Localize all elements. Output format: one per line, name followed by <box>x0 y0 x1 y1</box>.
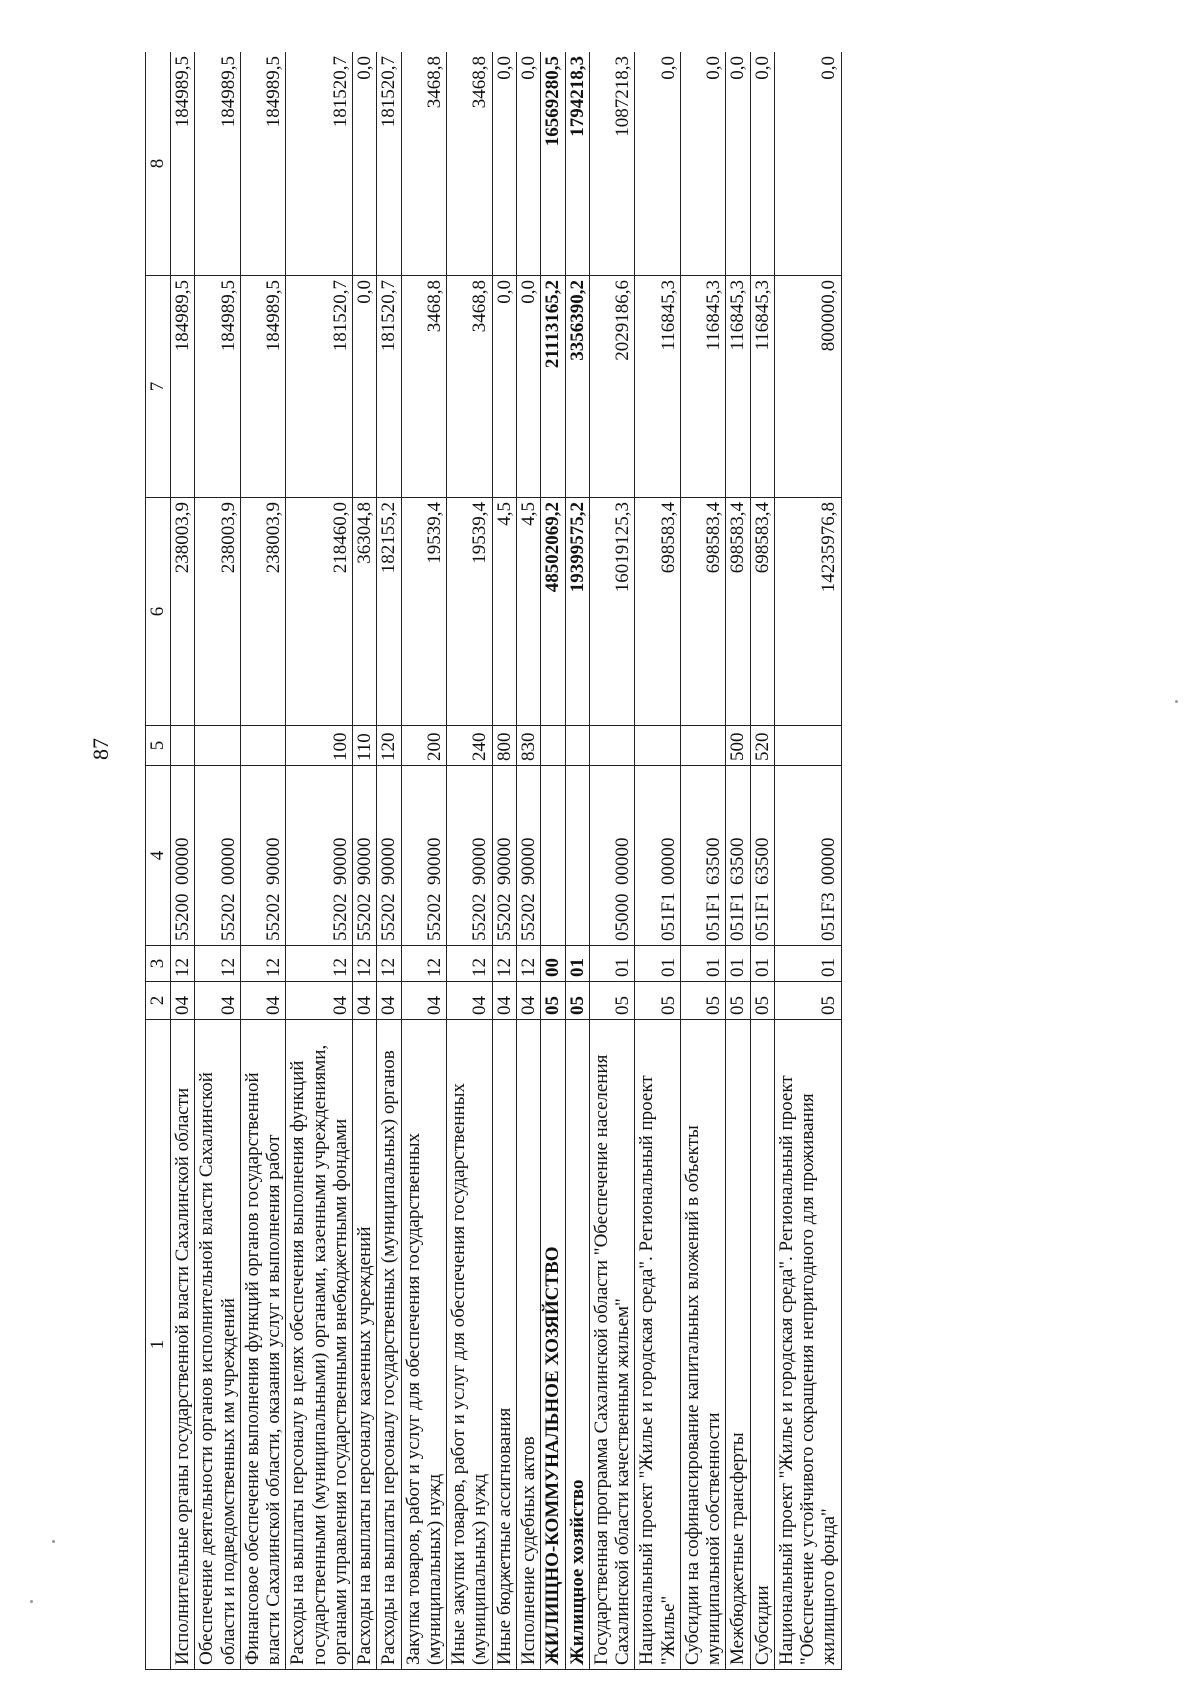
subsection-code-cell: 12 <box>195 946 241 982</box>
expense-type-cell <box>541 726 565 766</box>
section-code-cell: 05 <box>774 982 841 1020</box>
amount-col8-cell: 184989,5 <box>240 52 286 276</box>
subsection-code-cell: 01 <box>680 946 726 982</box>
amount-col7-cell: 21113165,2 <box>541 276 565 498</box>
table-row <box>401 52 447 1670</box>
target-code-cell <box>541 766 565 946</box>
rotated-table-container <box>145 52 1153 1670</box>
row-name-cell: Расходы на выплаты персоналу в целях обеспечения выполнения функций государственными (муниципальными) органами, казенными учреждениями, органами управления государственными внебюджетными фондами <box>286 1020 353 1670</box>
direction-code: 00000 <box>818 837 840 885</box>
table-row <box>447 52 493 1670</box>
amount-col7-cell: 116845,3 <box>680 276 726 498</box>
amount-col7-cell: 3468,8 <box>401 276 447 498</box>
subsection-code-cell: 12 <box>492 946 516 982</box>
amount-col7-cell: 116845,3 <box>726 276 750 498</box>
amount-col8-cell: 0,0 <box>353 52 377 276</box>
section-code-cell: 04 <box>492 982 516 1020</box>
amount-col8-cell: 0,0 <box>750 52 774 276</box>
table-row <box>541 52 565 1670</box>
row-name-cell: Субсидии <box>750 1020 774 1670</box>
target-code-cell <box>447 766 493 946</box>
subsection-code-cell: 01 <box>774 946 841 982</box>
subsection-code-cell: 01 <box>635 946 681 982</box>
amount-col6-cell: 218460,0 <box>286 498 353 726</box>
amount-col8-cell: 3468,8 <box>447 52 493 276</box>
direction-code: 90000 <box>354 837 376 885</box>
program-code: 55202 <box>263 893 285 941</box>
amount-col7-cell: 181520,7 <box>286 276 353 498</box>
table-row <box>240 52 286 1670</box>
expense-type-cell: 110 <box>353 726 377 766</box>
section-code-cell: 04 <box>447 982 493 1020</box>
amount-col7-cell: 800000,0 <box>774 276 841 498</box>
amount-col7-cell: 0,0 <box>353 276 377 498</box>
target-code-cell <box>195 766 241 946</box>
program-code: 051F1 <box>657 892 679 941</box>
table-row <box>492 52 516 1670</box>
program-code: 051F1 <box>751 892 773 941</box>
expense-type-cell: 830 <box>516 726 540 766</box>
subsection-code-cell: 12 <box>516 946 540 982</box>
row-name-cell: Финансовое обеспечение выполнения функций органов государственной власти Сахалинской области, оказания услуг и выполнения работ <box>240 1020 286 1670</box>
amount-col7-cell: 2029186,6 <box>589 276 635 498</box>
target-code-cell <box>286 766 353 946</box>
amount-col6-cell: 19399575,2 <box>565 498 589 726</box>
expense-type-cell <box>565 726 589 766</box>
target-code-cell <box>353 766 377 946</box>
amount-col7-cell: 184989,5 <box>171 276 195 498</box>
amount-col7-cell: 184989,5 <box>240 276 286 498</box>
row-name-cell: Национальный проект "Жилье и городская среда". Региональный проект "Жилье" <box>635 1020 681 1670</box>
direction-code: 63500 <box>751 837 773 885</box>
target-code-cell <box>774 766 841 946</box>
scan-speck <box>52 1540 55 1543</box>
budget-table <box>145 52 842 1670</box>
expense-type-cell: 100 <box>286 726 353 766</box>
target-code-cell <box>377 766 401 946</box>
program-code: 55202 <box>354 893 376 941</box>
section-code-cell: 05 <box>680 982 726 1020</box>
table-row <box>353 52 377 1670</box>
expense-type-cell: 120 <box>377 726 401 766</box>
target-code-cell <box>565 766 589 946</box>
amount-col6-cell: 238003,9 <box>240 498 286 726</box>
section-code-cell: 05 <box>541 982 565 1020</box>
col-header-3: 3 <box>146 946 171 982</box>
table-row <box>726 52 750 1670</box>
expense-type-cell <box>240 726 286 766</box>
table-row <box>286 52 353 1670</box>
amount-col8-cell: 181520,7 <box>377 52 401 276</box>
row-name-cell: Расходы на выплаты персоналу казенных учреждений <box>353 1020 377 1670</box>
expense-type-cell <box>774 726 841 766</box>
amount-col7-cell: 181520,7 <box>377 276 401 498</box>
table-row <box>377 52 401 1670</box>
expense-type-cell: 520 <box>750 726 774 766</box>
target-code-cell <box>171 766 195 946</box>
col-header-8: 8 <box>146 52 171 276</box>
target-code-cell <box>680 766 726 946</box>
direction-code: 00000 <box>217 837 239 885</box>
row-name-cell: Обеспечение деятельности органов исполнительной власти Сахалинской области и подведомственных им учреждений <box>195 1020 241 1670</box>
expense-type-cell <box>589 726 635 766</box>
target-code-cell <box>589 766 635 946</box>
direction-code: 90000 <box>329 837 351 885</box>
amount-col6-cell: 14235976,8 <box>774 498 841 726</box>
expense-type-cell <box>171 726 195 766</box>
subsection-code-cell: 01 <box>726 946 750 982</box>
amount-col7-cell: 0,0 <box>492 276 516 498</box>
direction-code: 90000 <box>263 837 285 885</box>
table-row <box>635 52 681 1670</box>
amount-col8-cell: 3468,8 <box>401 52 447 276</box>
amount-col6-cell: 4,5 <box>516 498 540 726</box>
row-name-cell: Исполнение судебных актов <box>516 1020 540 1670</box>
page-number: 87 <box>88 738 113 760</box>
direction-code: 90000 <box>469 837 491 885</box>
table-row <box>565 52 589 1670</box>
scan-speck <box>1175 700 1178 703</box>
row-name-cell: Государственная программа Сахалинской области "Обеспечение населения Сахалинской области качественным жильем" <box>589 1020 635 1670</box>
program-code: 55202 <box>517 893 539 941</box>
program-code: 55202 <box>423 893 445 941</box>
col-header-6: 6 <box>146 498 171 726</box>
amount-col6-cell: 698583,4 <box>635 498 681 726</box>
program-code: 051F1 <box>703 892 725 941</box>
amount-col6-cell: 36304,8 <box>353 498 377 726</box>
target-code-cell <box>726 766 750 946</box>
amount-col8-cell: 16569280,5 <box>541 52 565 276</box>
amount-col7-cell: 116845,3 <box>635 276 681 498</box>
section-code-cell: 04 <box>516 982 540 1020</box>
table-row <box>195 52 241 1670</box>
col-header-7: 7 <box>146 276 171 498</box>
section-code-cell: 05 <box>635 982 681 1020</box>
program-code: 55202 <box>469 893 491 941</box>
amount-col7-cell: 116845,3 <box>750 276 774 498</box>
amount-col6-cell: 698583,4 <box>750 498 774 726</box>
amount-col8-cell: 0,0 <box>774 52 841 276</box>
subsection-code-cell: 01 <box>750 946 774 982</box>
col-header-1: 1 <box>146 1020 171 1670</box>
section-code-cell: 04 <box>171 982 195 1020</box>
direction-code: 90000 <box>423 837 445 885</box>
amount-col6-cell: 238003,9 <box>195 498 241 726</box>
table-frame <box>145 52 1153 1670</box>
subsection-code-cell: 12 <box>377 946 401 982</box>
table-row <box>516 52 540 1670</box>
table-row <box>774 52 841 1670</box>
section-code-cell: 05 <box>726 982 750 1020</box>
row-name-cell: Межбюджетные трансферты <box>726 1020 750 1670</box>
scan-speck <box>30 1600 33 1603</box>
amount-col7-cell: 184989,5 <box>195 276 241 498</box>
table-row <box>680 52 726 1670</box>
table-row <box>589 52 635 1670</box>
target-code-cell <box>635 766 681 946</box>
col-header-5: 5 <box>146 726 171 766</box>
program-code: 55202 <box>378 893 400 941</box>
row-name-cell: ЖИЛИЩНО-КОММУНАЛЬНОЕ ХОЗЯЙСТВО <box>541 1020 565 1670</box>
subsection-code-cell: 00 <box>541 946 565 982</box>
section-code-cell: 04 <box>286 982 353 1020</box>
row-name-cell: Закупка товаров, работ и услуг для обеспечения государственных (муниципальных) нужд <box>401 1020 447 1670</box>
program-code: 05000 <box>612 893 634 941</box>
direction-code: 90000 <box>493 837 515 885</box>
row-name-cell: Жилищное хозяйство <box>565 1020 589 1670</box>
section-code-cell: 04 <box>377 982 401 1020</box>
subsection-code-cell: 01 <box>565 946 589 982</box>
section-code-cell: 05 <box>750 982 774 1020</box>
amount-col8-cell: 1794218,3 <box>565 52 589 276</box>
section-code-cell: 05 <box>565 982 589 1020</box>
expense-type-cell <box>635 726 681 766</box>
section-code-cell: 04 <box>195 982 241 1020</box>
direction-code: 63500 <box>703 837 725 885</box>
program-code: 051F1 <box>727 892 749 941</box>
expense-type-cell: 200 <box>401 726 447 766</box>
expense-type-cell: 800 <box>492 726 516 766</box>
target-code-cell <box>516 766 540 946</box>
amount-col8-cell: 181520,7 <box>286 52 353 276</box>
subsection-code-cell: 12 <box>286 946 353 982</box>
expense-type-cell: 500 <box>726 726 750 766</box>
expense-type-cell: 240 <box>447 726 493 766</box>
direction-code: 00000 <box>657 837 679 885</box>
section-code-cell: 05 <box>589 982 635 1020</box>
expense-type-cell <box>680 726 726 766</box>
amount-col6-cell: 19539,4 <box>401 498 447 726</box>
amount-col8-cell: 0,0 <box>726 52 750 276</box>
program-code: 55202 <box>329 893 351 941</box>
subsection-code-cell: 01 <box>589 946 635 982</box>
section-code-cell: 04 <box>353 982 377 1020</box>
amount-col8-cell: 0,0 <box>492 52 516 276</box>
direction-code: 63500 <box>727 837 749 885</box>
program-code: 051F3 <box>818 892 840 941</box>
amount-col6-cell: 698583,4 <box>680 498 726 726</box>
subsection-code-cell: 12 <box>171 946 195 982</box>
row-name-cell: Иные бюджетные ассигнования <box>492 1020 516 1670</box>
direction-code: 00000 <box>612 837 634 885</box>
direction-code: 90000 <box>378 837 400 885</box>
direction-code: 00000 <box>172 837 193 885</box>
section-code-cell: 04 <box>401 982 447 1020</box>
program-code: 55202 <box>217 893 239 941</box>
subsection-code-cell: 12 <box>447 946 493 982</box>
amount-col6-cell: 698583,4 <box>726 498 750 726</box>
row-name-cell: Расходы на выплаты персоналу государственных (муниципальных) органов <box>377 1020 401 1670</box>
amount-col8-cell: 1087218,3 <box>589 52 635 276</box>
amount-col8-cell: 0,0 <box>516 52 540 276</box>
program-code: 55202 <box>493 893 515 941</box>
amount-col8-cell: 0,0 <box>635 52 681 276</box>
table-row <box>750 52 774 1670</box>
row-name-cell: Исполнительные органы государственной власти Сахалинской области <box>171 1020 195 1670</box>
amount-col6-cell: 238003,9 <box>171 498 195 726</box>
amount-col8-cell: 0,0 <box>680 52 726 276</box>
amount-col6-cell: 16019125,3 <box>589 498 635 726</box>
amount-col7-cell: 0,0 <box>516 276 540 498</box>
amount-col8-cell: 184989,5 <box>195 52 241 276</box>
amount-col7-cell: 3356390,2 <box>565 276 589 498</box>
subsection-code-cell: 12 <box>240 946 286 982</box>
amount-col6-cell: 48502069,2 <box>541 498 565 726</box>
row-name-cell: Иные закупки товаров, работ и услуг для обеспечения государственных (муниципальных) нужд <box>447 1020 493 1670</box>
amount-col8-cell: 184989,5 <box>171 52 195 276</box>
row-name-cell: Национальный проект "Жилье и городская среда". Региональный проект "Обеспечение устойчивого сокращения непригодного для проживания жилищного фонда" <box>774 1020 841 1670</box>
header-row <box>146 52 171 1670</box>
amount-col6-cell: 182155,2 <box>377 498 401 726</box>
amount-col6-cell: 4,5 <box>492 498 516 726</box>
target-code-cell <box>240 766 286 946</box>
direction-code: 90000 <box>517 837 539 885</box>
subsection-code-cell: 12 <box>353 946 377 982</box>
table-row <box>171 52 195 1670</box>
target-code-cell <box>750 766 774 946</box>
subsection-code-cell: 12 <box>401 946 447 982</box>
col-header-4: 4 <box>146 766 171 946</box>
section-code-cell: 04 <box>240 982 286 1020</box>
row-name-cell: Субсидии на софинансирование капитальных вложений в объекты муниципальной собственности <box>680 1020 726 1670</box>
amount-col7-cell: 3468,8 <box>447 276 493 498</box>
amount-col6-cell: 19539,4 <box>447 498 493 726</box>
target-code-cell <box>401 766 447 946</box>
expense-type-cell <box>195 726 241 766</box>
program-code: 55200 <box>172 893 193 941</box>
col-header-2: 2 <box>146 982 171 1020</box>
target-code-cell <box>492 766 516 946</box>
